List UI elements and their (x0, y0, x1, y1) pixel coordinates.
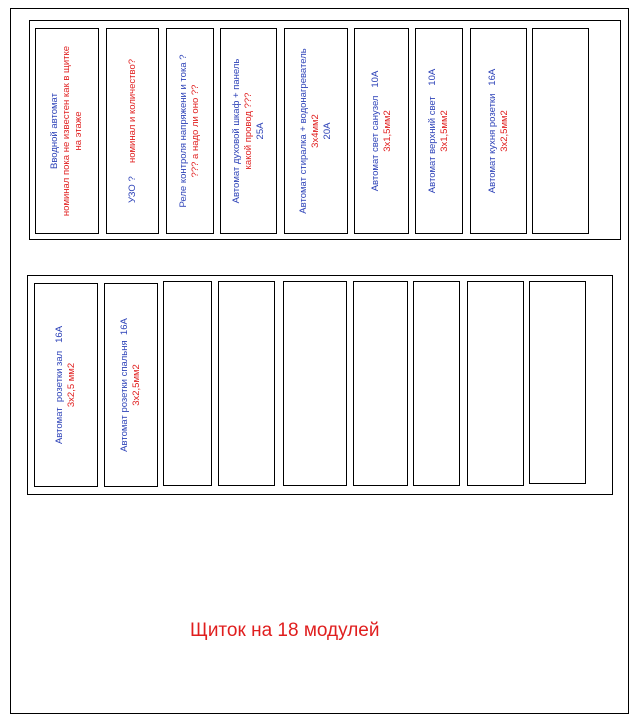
module-label-line: на этаже (73, 111, 84, 151)
module-label-line: 3х4мм2 (310, 114, 321, 148)
row2-module-4 (218, 281, 275, 486)
row1-module-5 (284, 28, 348, 234)
module-label-line: какой провод ??? (242, 92, 254, 170)
row2-module-2 (104, 283, 158, 487)
module-label-line: Автомат стиралка + водонагреватель (298, 48, 309, 214)
row1-module-1 (35, 28, 99, 234)
module-label-line: УЗО ? номинал и количество? (126, 58, 138, 204)
module-label-line: Реле контроля напряжени и тока ? (178, 54, 189, 208)
module-label-line: 3х1,5мм2 (381, 110, 393, 152)
panel-title: Щиток на 18 модулей (190, 620, 380, 641)
row1-module-2 (106, 28, 159, 234)
module-label-line: 3х2,5мм2 (131, 364, 142, 406)
module-label-line: 25А (254, 122, 266, 140)
module-label-line: 3х2,5 мм2 (66, 362, 77, 408)
module-label-line: Автомат духовой шкаф + панель (230, 58, 242, 204)
row2-module-8 (467, 281, 524, 486)
module-label-line: ??? а надо ли оно ?? (190, 84, 201, 178)
module-label-line: Вводной автомат (49, 93, 60, 169)
module-label-line: 3х2,5мм2 (498, 110, 510, 152)
module-label-line: Автомат свет санузел 10А (369, 70, 381, 192)
row2-module-9 (529, 281, 586, 484)
row1-module-7 (415, 28, 463, 234)
row1-module-8 (470, 28, 527, 234)
row2-module-7 (413, 281, 460, 486)
row1-module-3 (166, 28, 214, 234)
row2-module-5 (283, 281, 347, 486)
module-label-line: Автомат розетки спальня 16А (119, 318, 130, 452)
module-label-line: Автомат кухня розетки 16А (486, 68, 498, 194)
module-label-line: 3х1,5мм2 (439, 110, 450, 152)
row1-module-6 (354, 28, 409, 234)
row2-module-3 (163, 281, 212, 486)
module-label-line: Автомат розетки зал 16А (54, 325, 65, 445)
row2-module-1 (34, 283, 98, 487)
module-label-line: 20А (322, 122, 333, 140)
row2-module-6 (353, 281, 408, 486)
row1-module-4 (220, 28, 277, 234)
module-label-line: Автомат верхний свет 10А (427, 68, 438, 194)
row1-module-9 (532, 28, 589, 234)
module-label-line: номинал пока не известен как в щитке (61, 45, 72, 217)
